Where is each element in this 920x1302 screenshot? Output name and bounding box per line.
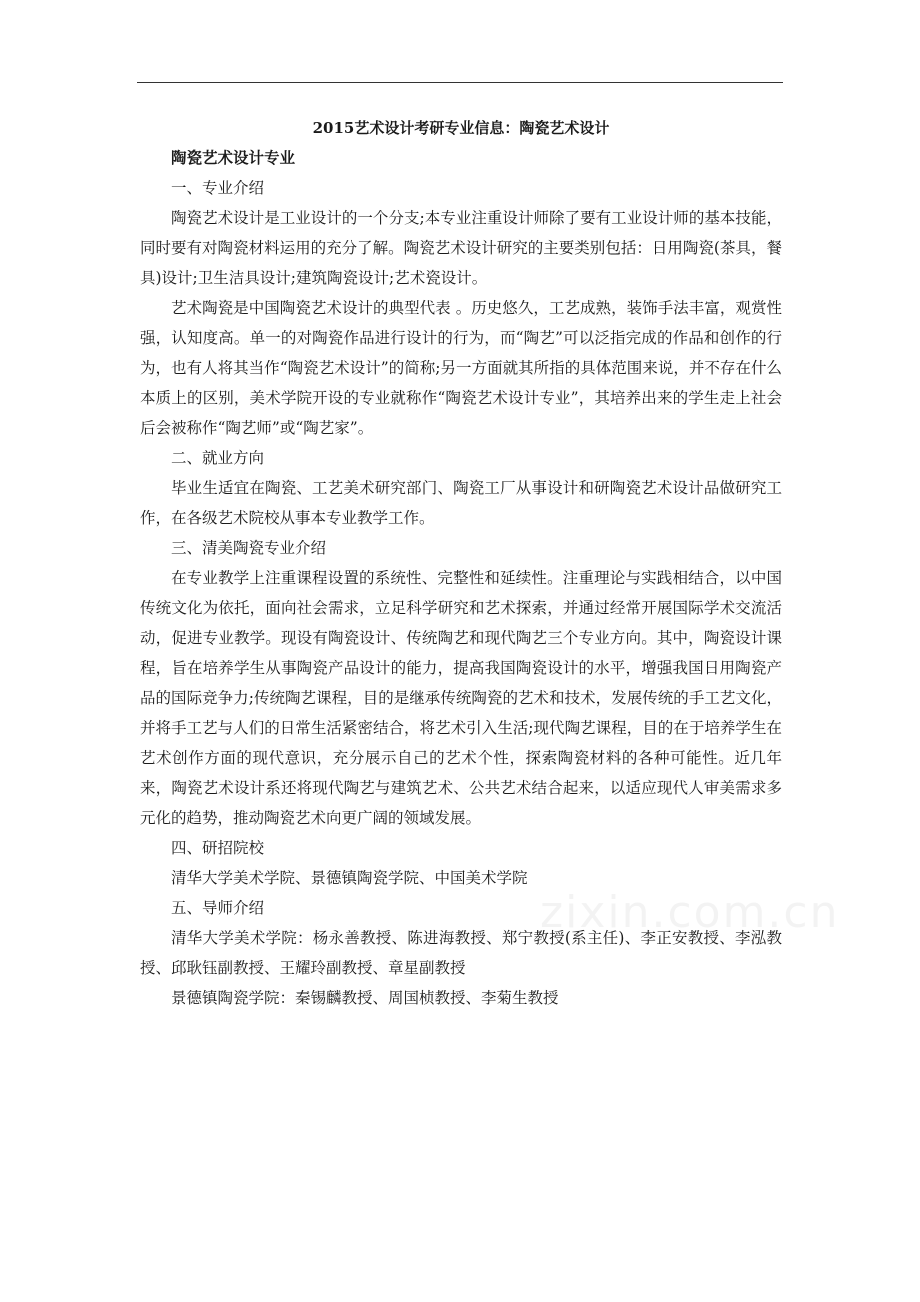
section-heading: 一、专业介绍 — [171, 179, 265, 197]
paragraph: 毕业生适宜在陶瓷、工艺美术研究部门、陶瓷工厂从事设计和研陶瓷艺术设计品做研究工作，在各级艺术院校从事本专业教学工作。 — [140, 479, 782, 527]
paragraph: 陶瓷艺术设计是工业设计的一个分支;本专业注重设计师除了要有工业设计师的基本技能，同时要有对陶瓷材料运用的充分了解。陶瓷艺术设计研究的主要类别包括：日用陶瓷(茶具，餐具)设计;卫生洁具设计;建筑陶瓷设计;艺术瓷设计。 — [140, 209, 782, 287]
section-tsinghua-ceramics — [140, 533, 782, 833]
watermark: zixin.com.cn — [540, 887, 840, 938]
paragraph: 艺术陶瓷是中国陶瓷艺术设计的典型代表 。历史悠久，工艺成熟，装饰手法丰富，观赏性强，认知度高。单一的对陶瓷作品进行设计的行为，而“陶艺”可以泛指完成的作品和创作的行为，也有人将其当作“陶瓷艺术设计”的简称;另一方面就其所指的具体范围来说，并不存在什么本质上的区别，美术学院开设的专业就称作“陶瓷艺术设计专业”，其培养出来的学生走上社会后会被称作“陶艺师”或“陶艺家”。 — [140, 299, 782, 437]
document-subtitle: 陶瓷艺术设计专业 — [171, 148, 296, 167]
section-schools — [140, 833, 782, 893]
paragraph: 在专业教学上注重课程设置的系统性、完整性和延续性。注重理论与实践相结合，以中国传统文化为依托，面向社会需求，立足科学研究和艺术探索，并通过经常开展国际学术交流活动，促进专业教学。现设有陶瓷设计、传统陶艺和现代陶艺三个专业方向。其中，陶瓷设计课程，旨在培养学生从事陶瓷产品设计的能力，提高我国陶瓷设计的水平，增强我国日用陶瓷产品的国际竞争力;传统陶艺课程，目的是继承传统陶瓷的艺术和技术，发展传统的手工艺文化，并将手工艺与人们的日常生活紧密结合，将艺术引入生活;现代陶艺课程，目的在于培养学生在艺术创作方面的现代意识，充分展示自己的艺术个性，探索陶瓷材料的各种可能性。近几年来，陶瓷艺术设计系还将现代陶艺与建筑艺术、公共艺术结合起来，以适应现代人审美需求多元化的趋势，推动陶瓷艺术向更广阔的领域发展。 — [140, 569, 782, 827]
section-intro — [140, 173, 782, 443]
document-title: 2015艺术设计考研专业信息：陶瓷艺术设计 — [312, 119, 610, 137]
paragraph: 景德镇陶瓷学院：秦锡麟教授、周国桢教授、李菊生教授 — [171, 989, 559, 1007]
section-employment — [140, 443, 782, 533]
section-heading: 五、导师介绍 — [171, 899, 265, 917]
header-rule — [137, 82, 783, 83]
document-body — [140, 113, 782, 1013]
section-heading: 四、研招院校 — [171, 839, 265, 857]
section-heading: 三、清美陶瓷专业介绍 — [171, 539, 327, 557]
paragraph: 清华大学美术学院、景德镇陶瓷学院、中国美术学院 — [171, 869, 528, 887]
paragraph: 清华大学美术学院：杨永善教授、陈进海教授、郑宁教授(系主任)、李正安教授、李泓教授、邱耿钰副教授、王耀玲副教授、章星副教授 — [140, 929, 782, 977]
section-heading: 二、就业方向 — [171, 449, 265, 467]
